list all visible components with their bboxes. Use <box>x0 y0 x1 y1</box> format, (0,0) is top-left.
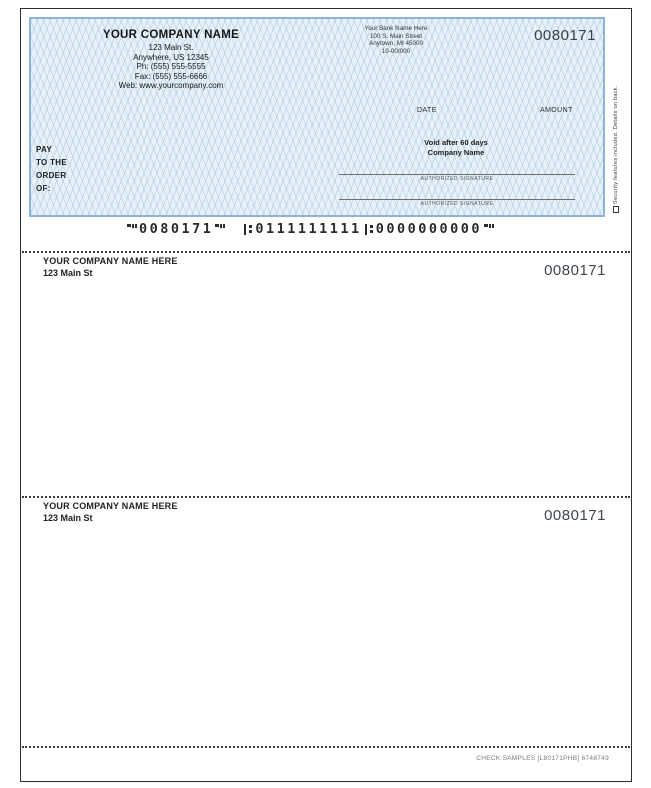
check-stub-2 <box>43 501 606 523</box>
lock-icon <box>613 206 619 213</box>
stub-company-name: YOUR COMPANY NAME HERE <box>43 256 178 266</box>
micr-line <box>125 221 496 237</box>
bank-name: Your Bank Name Here <box>364 25 428 32</box>
company-address-line-1: 123 Main St. <box>148 43 194 52</box>
micr-onus-symbol <box>484 224 494 235</box>
micr-transit-symbol <box>364 224 374 235</box>
micr-digits: 0111111111 <box>255 221 362 237</box>
company-address-line-2: Anywhere, US 12345 <box>133 52 209 62</box>
security-strip-text: Security features included. Details on back. <box>613 85 619 204</box>
pay-to-order-label <box>36 143 67 195</box>
micr-onus-symbol <box>127 224 137 235</box>
perforation-line <box>22 251 630 253</box>
void-notice-line: Void after 60 days <box>424 138 488 147</box>
micr-onus-symbol <box>215 224 225 235</box>
bank-address-line-2: Anytown, MI 45000 <box>369 40 423 48</box>
pay-line: TO THE <box>36 158 67 167</box>
void-notice <box>381 138 531 157</box>
check-stub-1 <box>43 256 606 278</box>
pay-line: OF: <box>36 184 51 193</box>
pay-line: PAY <box>36 145 53 154</box>
authorized-signature-label: AUTHORIZED SIGNATURE <box>420 201 494 207</box>
security-strip <box>609 43 623 215</box>
stub-address: 123 Main St <box>43 513 93 523</box>
pay-line: ORDER <box>36 171 67 180</box>
stub-check-number: 0080171 <box>544 507 606 524</box>
stub-address: 123 Main St <box>43 268 93 278</box>
date-label: DATE <box>417 107 437 114</box>
stub-company-name: YOUR COMPANY NAME HERE <box>43 501 178 511</box>
check-number: 0080171 <box>534 27 596 44</box>
bank-address-line-1: 100 S. Main Street <box>369 32 423 40</box>
signature-rule <box>339 199 575 200</box>
signature-line-1 <box>339 174 575 182</box>
company-fax: Fax: (555) 555-6666 <box>134 71 208 81</box>
signature-rule <box>339 174 575 175</box>
footer-note: CHECK SAMPLES [L80171PHB] 6748749 <box>476 755 609 762</box>
amount-label: AMOUNT <box>540 107 573 114</box>
company-phone: Ph: (555) 555-5555 <box>136 62 206 72</box>
perforation-line <box>22 496 630 498</box>
perforation-line <box>22 746 630 748</box>
bank-block <box>331 25 461 55</box>
micr-transit-symbol <box>243 224 253 235</box>
company-name: YOUR COMPANY NAME <box>102 29 240 41</box>
authorized-signature-label: AUTHORIZED SIGNATURE <box>420 176 494 182</box>
micr-digits: 0000000000 <box>375 221 482 237</box>
check-sheet <box>20 8 632 782</box>
check-body <box>29 17 605 217</box>
company-web: Web: www.yourcompany.com <box>118 81 224 91</box>
company-block <box>56 29 286 91</box>
signature-line-2 <box>339 199 575 207</box>
stub-check-number: 0080171 <box>544 262 606 279</box>
bank-fraction: 10-00/000 <box>381 47 411 55</box>
micr-digits: 0080171 <box>139 221 214 237</box>
void-company-line: Company Name <box>427 147 485 157</box>
